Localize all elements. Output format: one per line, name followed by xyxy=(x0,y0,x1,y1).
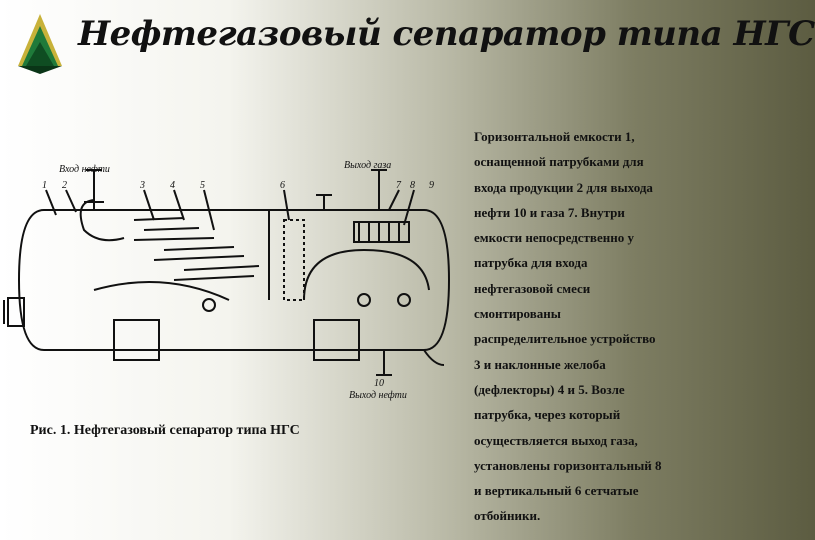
text-line: нефти 10 и газа 7. Внутри xyxy=(474,204,625,220)
text-line: и вертикальный 6 сетчатые xyxy=(474,483,639,499)
text-line: установлены горизонтальный 8 xyxy=(474,457,662,473)
text-line: емкости непосредственно у xyxy=(474,230,634,246)
figure-caption: Рис. 1. Нефтегазовый сепаратор типа НГС xyxy=(30,423,300,438)
text-line: распределительное устройство xyxy=(474,331,656,347)
text-line: (дефлекторы) 4 и 5. Возле xyxy=(474,381,625,397)
text-line: входа продукции 2 для выхода xyxy=(474,179,653,195)
label-oil-out: Выход нефти xyxy=(349,390,407,401)
text-line: патрубка, через который xyxy=(474,407,621,423)
svg-text:3: 3 xyxy=(140,180,145,191)
text-line: 3 и наклонные желоба xyxy=(474,356,606,372)
text-line: Горизонтальной емкости 1, xyxy=(474,129,635,144)
text-line: оснащенной патрубками для xyxy=(474,154,644,170)
svg-text:6: 6 xyxy=(280,180,285,191)
svg-text:7: 7 xyxy=(396,180,401,191)
separator-diagram xyxy=(4,150,464,410)
text-line: осуществляется выход газа, xyxy=(474,432,638,448)
svg-text:5: 5 xyxy=(200,180,205,191)
svg-text:4: 4 xyxy=(170,180,175,191)
svg-text:10: 10 xyxy=(374,378,384,389)
text-line: нефтегазовой смеси xyxy=(474,280,591,296)
logo-icon xyxy=(14,12,66,76)
text-line: смонтированы xyxy=(474,306,561,322)
label-gas-out: Выход газа xyxy=(344,160,392,171)
svg-text:2: 2 xyxy=(62,180,67,191)
svg-text:1: 1 xyxy=(42,180,47,191)
description-text xyxy=(474,124,714,529)
svg-text:8: 8 xyxy=(410,180,415,191)
text-line: отбойники. xyxy=(474,508,541,524)
page-title: Нефтегазовый сепаратор типа НГС xyxy=(78,14,815,54)
text-line: патрубка для входа xyxy=(474,255,588,271)
svg-text:9: 9 xyxy=(429,180,434,191)
label-oil-in: Вход нефти xyxy=(59,164,110,175)
